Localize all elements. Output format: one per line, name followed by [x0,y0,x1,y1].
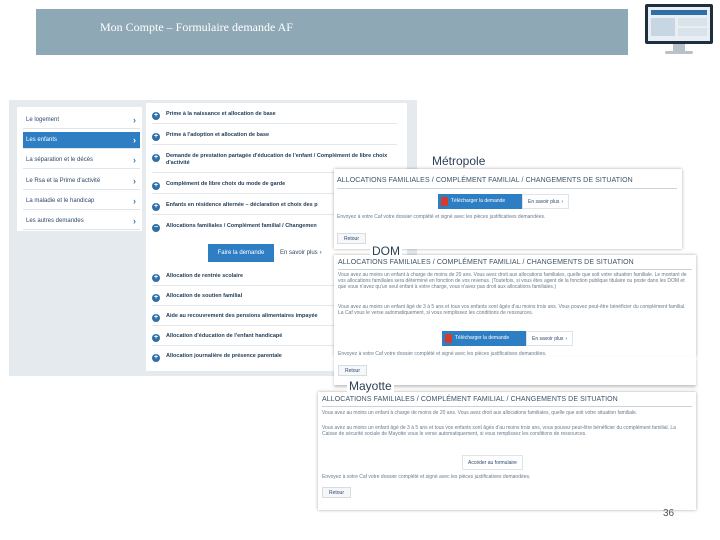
sidebar-item-label: La maladie et le handicap [26,198,95,204]
pdf-icon [441,197,448,206]
list-item-label: Enfants en résidence alternée – déclaration et choix des p [166,202,318,208]
plus-icon: + [153,294,159,301]
info-paragraph: Vous avez au moins un enfant à charge de moins de 20 ans. Vous avez droit aux allocations familiales, quelle que soit votre situation familiale. [322,410,638,416]
instruction-text: Envoyez à votre Caf votre dossier complété et signé avec les pièces justificatives demandées. [338,351,547,357]
chevron-right-icon: › [561,199,564,205]
divider [338,269,692,270]
button-label: Télécharger la demande [451,198,506,204]
list-item-label: Prime à l'adoption et allocation de base [166,132,270,138]
list-item-label: Allocations familiales / Complément familial / Changemen [166,223,317,229]
chevron-right-icon: › [133,135,136,145]
info-paragraph: Vous avez au moins un enfant âgé de 3 à 5 ans et tous vos enfants sont âgés d'au moins trois ans. Vous pouvez peut-être bénéficier du complément familial. La Caf vous le verse automatiquement, si vous remplissez les conditions de ressources. [338,304,686,316]
chevron-right-icon: › [565,336,568,342]
divider [337,188,677,189]
instruction-text: Envoyez à votre Caf votre dossier complété et signé avec les pièces justificatives demandées. [322,474,531,480]
minus-icon: − [153,224,159,231]
plus-icon: + [153,182,159,189]
sidebar-item-label: Les enfants [26,137,58,143]
screen-header-bar [651,10,707,15]
list-item-label: Allocation de soutien familial [166,293,243,299]
plus-icon: + [153,354,159,361]
instruction-text: Envoyez à votre Caf votre dossier complété et signé avec les pièces justificatives demandées. [337,214,546,220]
sidebar-item-separation[interactable] [23,152,140,169]
card-header: ALLOCATIONS FAMILIALES / COMPLÉMENT FAMILIAL / CHANGEMENTS DE SITUATION [322,396,618,403]
region-label-mayotte: Mayotte [349,379,392,393]
list-item-label: Complément de libre choix du mode de garde [166,181,286,187]
link-label: En savoir plus [528,199,560,205]
chevron-right-icon: › [133,196,136,206]
list-item[interactable] [152,132,397,145]
download-button[interactable] [438,194,522,209]
retour-button[interactable]: Retour [338,365,367,376]
chevron-right-icon: › [133,176,136,186]
plus-icon: + [153,133,159,140]
en-savoir-plus-link[interactable] [522,194,569,209]
list-item-label: Allocation journalière de présence parentale [166,353,282,359]
info-paragraph: Vous avez au moins un enfant à charge de moins de 20 ans. Vous avez droit aux allocations familiales, quelle que soit votre situation familiale. Le montant de vos allocations familiales sera déterminé en fonction de vos revenus. (Toutefois, si vous êtes agent de la fonction publique titulaire ou poste dans les DOM et que vous n'avez qu'un seul enfant à votre charge, vous n'avez pas droit aux allocations familiales.) [338,272,687,290]
card-header: ALLOCATIONS FAMILIALES / COMPLÉMENT FAMILIAL / CHANGEMENTS DE SITUATION [337,177,633,184]
link-label: En savoir plus [280,250,318,256]
sidebar-item-maladie[interactable] [23,193,140,210]
dom-screenshot [334,255,696,357]
info-paragraph: Vous avez au moins un enfant âgé de 3 à 5 ans et tous vos enfants sont âgés d'au moins trois ans, vous pouvez peut-être bénéficier du complément familial. La Caisse de sécurité sociale de Mayotte vous le verse automatiquement, si vous remplissez les conditions de ressources. [322,425,676,437]
monitor-stand [673,44,685,51]
page-number: 36 [663,508,675,519]
download-button[interactable] [442,331,526,346]
list-item-label: Allocation d'éducation de l'enfant handicapé [166,333,283,339]
plus-icon: + [153,112,159,119]
monitor-icon [645,4,713,56]
link-label: En savoir plus [532,336,564,342]
en-savoir-plus-link[interactable] [280,244,338,262]
list-item-label: Aide au recouvrement des pensions alimentaires impayée [166,313,318,319]
pdf-icon [445,334,452,343]
monitor-screen [645,4,713,44]
chevron-right-icon: › [133,115,136,125]
button-label: Télécharger la demande [455,335,510,341]
metropole-screenshot [334,169,682,249]
sidebar-item-autres[interactable] [23,213,140,230]
plus-icon: + [153,154,159,161]
retour-button[interactable]: Retour [337,233,366,244]
card-header: ALLOCATIONS FAMILIALES / COMPLÉMENT FAMILIAL / CHANGEMENTS DE SITUATION [338,259,634,266]
monitor-base [665,51,693,54]
screen-block [651,18,675,36]
sidebar-item-logement[interactable] [23,112,140,129]
sidebar-item-label: Le logement [26,117,60,123]
region-label-dom: DOM [372,244,400,258]
list-item-label: Allocation de rentrée scolaire [166,273,244,279]
screen-block [678,28,707,36]
sidebar-item-label: La séparation et le décès [26,157,94,163]
region-label-metropole: Métropole [432,154,486,168]
plus-icon: + [153,334,159,341]
chevron-right-icon: › [133,216,136,226]
sidebar-item-enfants[interactable] [23,132,140,149]
divider [322,406,692,407]
plus-icon: + [153,274,159,281]
list-item[interactable] [152,111,397,124]
screen-block [678,18,707,26]
list-item-label: Prime à la naissance et allocation de base [166,111,276,117]
sidebar-item-rsa[interactable] [23,173,140,190]
sidebar-item-label: Les autres demandes [26,218,84,224]
title-banner [36,9,628,55]
sidebar [17,107,142,231]
faire-la-demande-button[interactable]: Faire la demande [208,244,274,262]
chevron-right-icon: › [319,250,322,256]
chevron-right-icon: › [133,155,136,165]
acceder-au-formulaire-link[interactable]: Accéder au formulaire [462,455,523,470]
list-item-label: Demande de prestation partagée d'éducation de l'enfant / Complément de libre choix d'activité [166,153,388,166]
banner-title: Mon Compte – Formulaire demande AF [100,20,293,34]
retour-button[interactable]: Retour [322,487,351,498]
plus-icon: + [153,314,159,321]
en-savoir-plus-link[interactable] [526,331,573,346]
plus-icon: + [153,203,159,210]
mayotte-screenshot [318,392,696,510]
sidebar-item-label: Le Rsa et la Prime d'activité [26,178,101,184]
